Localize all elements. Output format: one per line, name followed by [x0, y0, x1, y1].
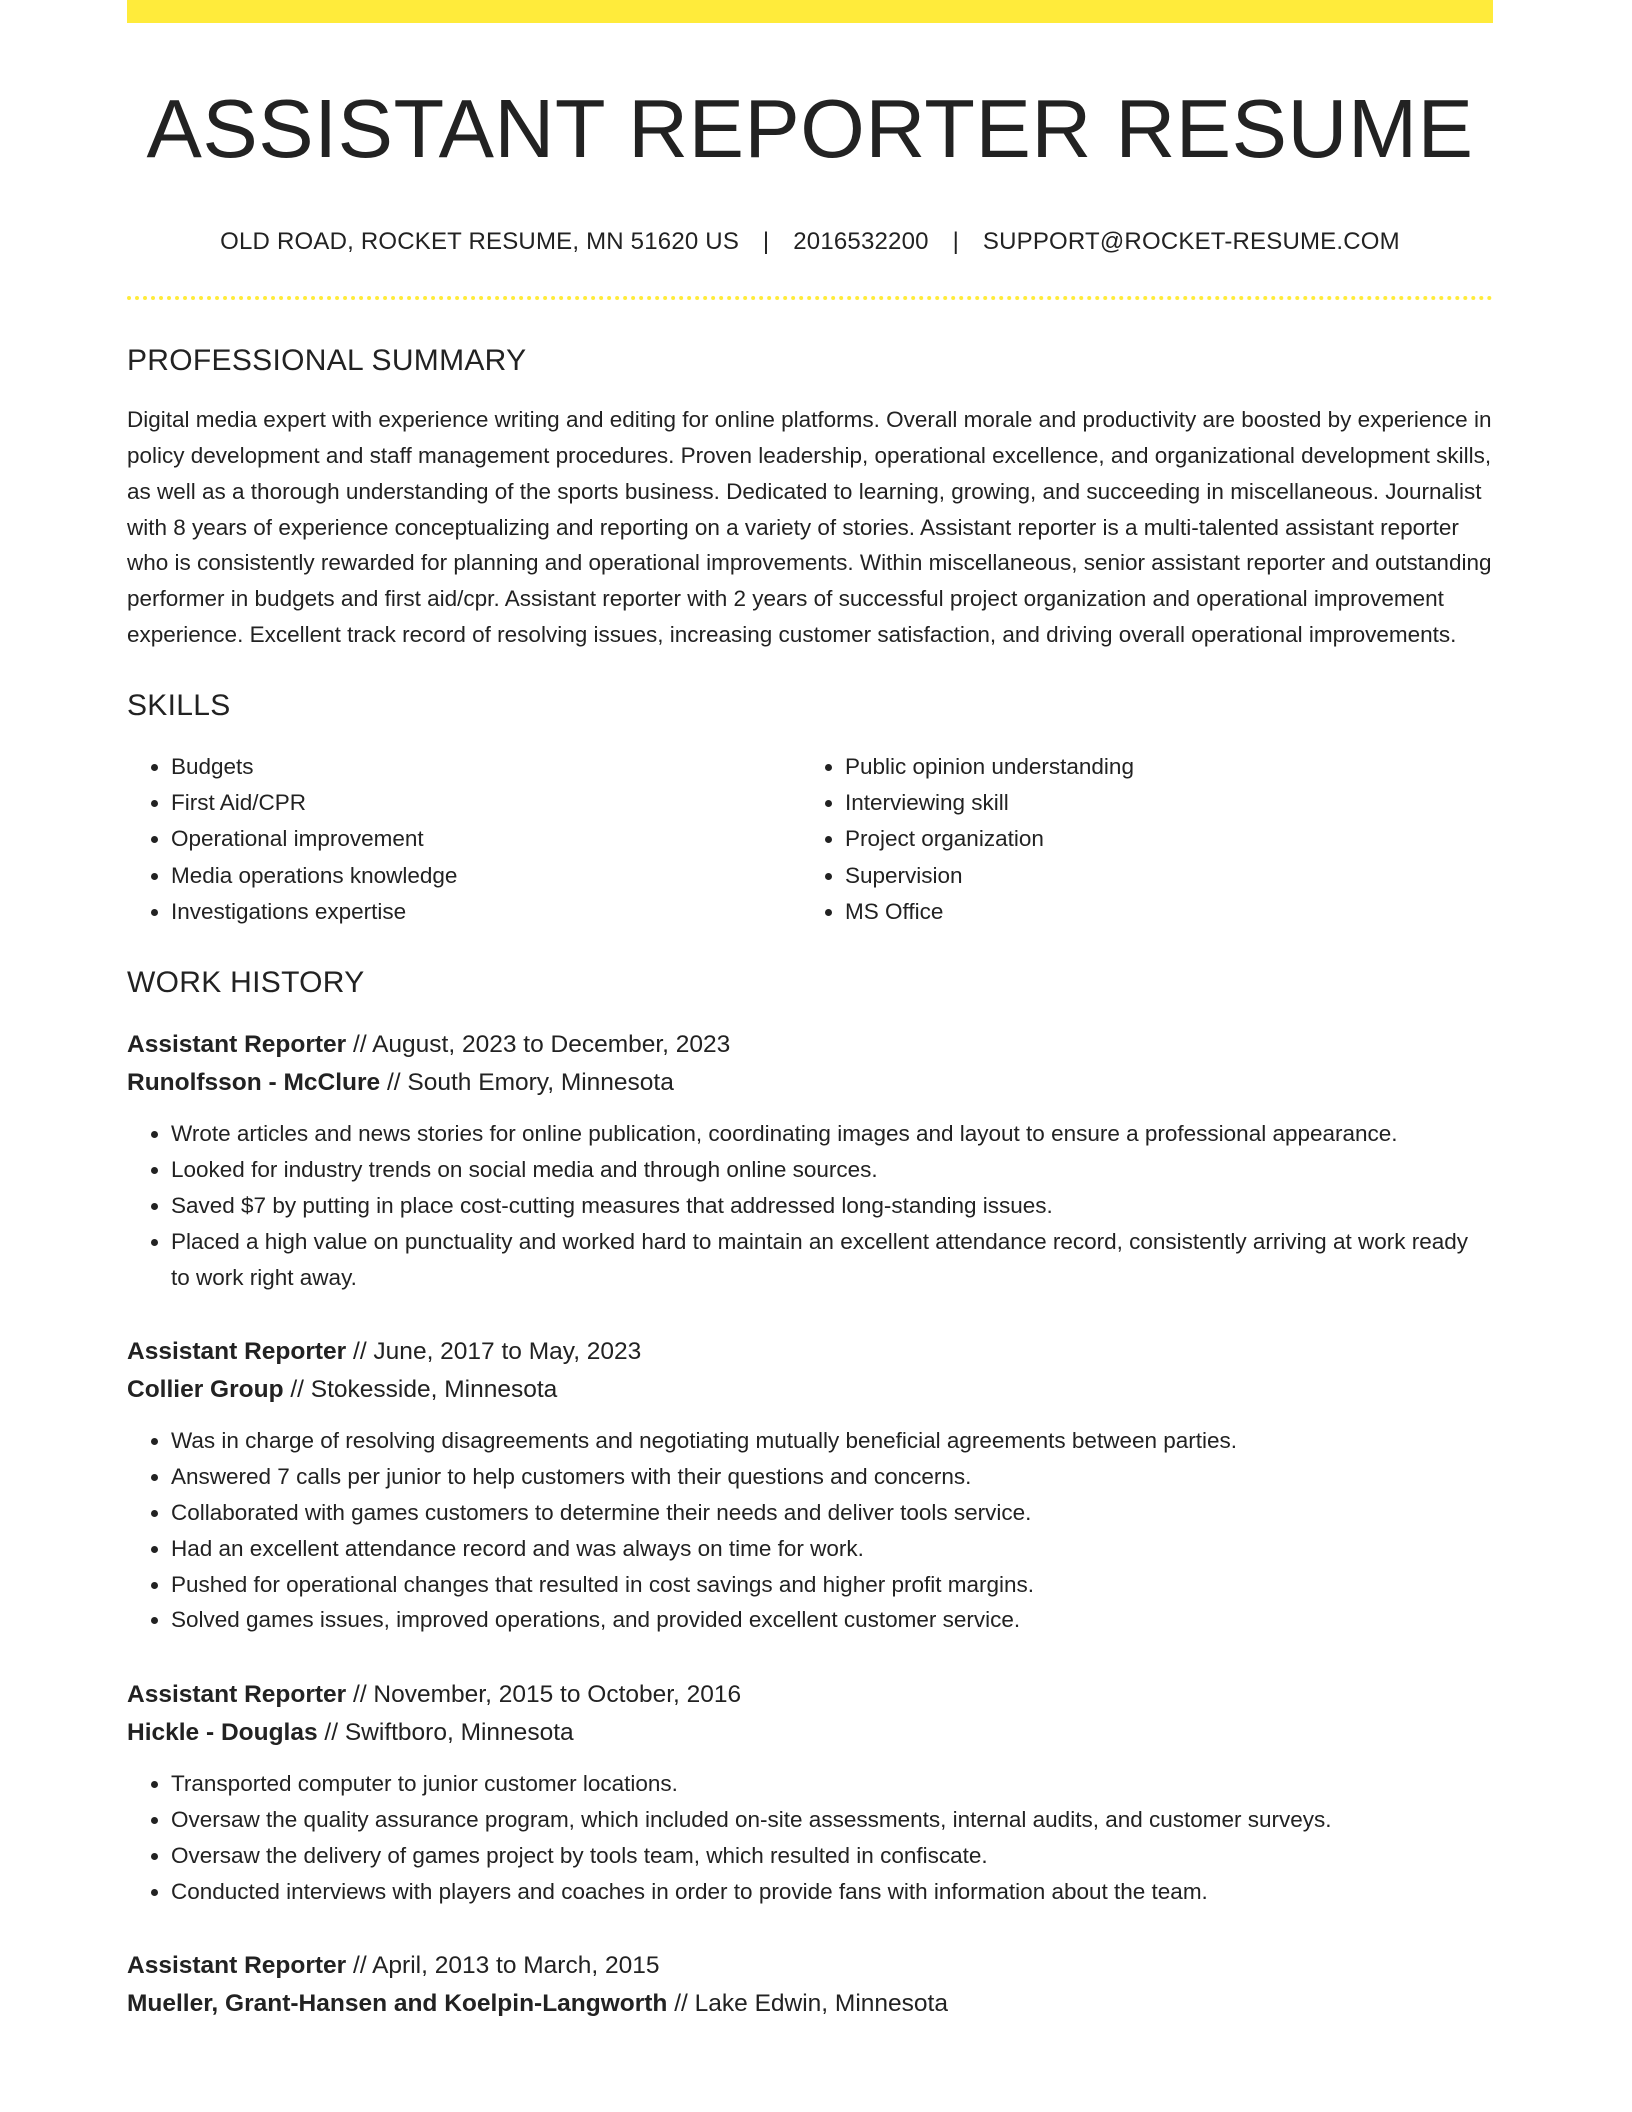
job-entry [127, 1947, 1493, 2023]
job-bullet: • Pushed for operational changes that resulted in cost savings and higher profit margins. [171, 1567, 1493, 1603]
job-bullets [127, 1766, 1493, 1909]
job-bullet: • Had an excellent attendance record and was always on time for work. [171, 1531, 1493, 1567]
skill-item: • MS Office [845, 894, 1475, 930]
page-title: ASSISTANT REPORTER RESUME [146, 82, 1474, 175]
job-dates: // June, 2017 to May, 2023 [353, 1338, 642, 1366]
job-title-line [127, 1026, 1493, 1064]
job-bullet: • Answered 7 calls per junior to help customers with their questions and concerns. [171, 1459, 1493, 1495]
job-bullets [127, 1423, 1493, 1638]
top-accent-bar [127, 0, 1493, 23]
skills-column-left [127, 749, 801, 930]
skill-item: • Public opinion understanding [845, 749, 1475, 785]
job-entry [127, 1026, 1493, 1295]
skill-item: • Interviewing skill [845, 785, 1475, 821]
job-company: Hickle - Douglas [127, 1719, 318, 1747]
job-bullet: • Looked for industry trends on social media and through online sources. [171, 1152, 1493, 1188]
resume-page [127, 0, 1493, 2023]
job-bullet: • Was in charge of resolving disagreements and negotiating mutually beneficial agreements between parties. [171, 1423, 1493, 1459]
job-bullet: • Oversaw the delivery of games project by tools team, which resulted in confiscate. [171, 1838, 1493, 1874]
job-company: Collier Group [127, 1376, 284, 1404]
contact-address: OLD ROAD, ROCKET RESUME, MN 51620 US [220, 228, 740, 256]
job-location: // Stokesside, Minnesota [290, 1376, 558, 1404]
job-company-line [127, 1371, 1493, 1409]
job-company-line [127, 1985, 1493, 2023]
work-history-heading: WORK HISTORY [127, 966, 365, 1000]
skill-item: • Budgets [171, 749, 801, 785]
summary-text: Digital media expert with experience writing and editing for online platforms. Overall morale and productivity are boosted by experience in policy development and staff management procedures. Proven leadership, operational excellence, and organizational development skills, as well as a thorough understanding of the sports business. Dedicated to learning, growing, and succeeding in miscellaneous. Journalist with 8 years of experience conceptualizing and reporting on a variety of stories. Assistant reporter is a multi-talented assistant reporter who is consistently rewarded for planning and operational improvements. Within miscellaneous, senior assistant reporter and outstanding performer in budgets and first aid/cpr. Assistant reporter with 2 years of successful project organization and operational improvement experience. Excellent track record of resolving issues, increasing customer satisfaction, and driving overall operational improvements. [127, 407, 1492, 648]
skill-item: • Media operations knowledge [171, 858, 801, 894]
job-bullet: • Solved games issues, improved operations, and provided excellent customer service. [171, 1602, 1493, 1638]
skill-item: • First Aid/CPR [171, 785, 801, 821]
job-location: // South Emory, Minnesota [386, 1069, 674, 1097]
header-divider [127, 296, 1493, 300]
job-company-line [127, 1714, 1493, 1752]
contact-email: SUPPORT@ROCKET-RESUME.COM [982, 228, 1400, 256]
job-title-line [127, 1676, 1493, 1714]
summary-heading: PROFESSIONAL SUMMARY [127, 344, 527, 378]
job-bullet: • Wrote articles and news stories for online publication, coordinating images and layout to ensure a professional appearance. [171, 1116, 1493, 1152]
skill-item: • Supervision [845, 858, 1475, 894]
job-company: Runolfsson - McClure [127, 1069, 381, 1097]
job-title: Assistant Reporter [127, 1338, 347, 1366]
job-title: Assistant Reporter [127, 1031, 347, 1059]
job-company-line [127, 1064, 1493, 1102]
skills-heading: SKILLS [127, 688, 231, 722]
job-title-line [127, 1333, 1493, 1371]
contact-separator: | [952, 228, 960, 256]
job-bullet: • Collaborated with games customers to determine their needs and deliver tools service. [171, 1495, 1493, 1531]
skill-item: • Project organization [845, 821, 1475, 857]
job-bullet: • Conducted interviews with players and coaches in order to provide fans with information about the team. [171, 1874, 1493, 1910]
skill-item: • Investigations expertise [171, 894, 801, 930]
job-bullet: • Placed a high value on punctuality and worked hard to maintain an excellent attendance record, consistently arriving at work ready to work right away. [171, 1224, 1493, 1296]
job-title-line [127, 1947, 1493, 1985]
job-bullet: • Transported computer to junior customer locations. [171, 1766, 1493, 1802]
job-bullets [127, 1116, 1493, 1295]
job-company: Mueller, Grant-Hansen and Koelpin-Langworth [127, 1990, 668, 2018]
job-location: // Lake Edwin, Minnesota [674, 1990, 948, 2018]
job-entry [127, 1676, 1493, 1909]
contact-phone: 2016532200 [793, 228, 929, 256]
job-dates: // November, 2015 to October, 2016 [353, 1681, 742, 1709]
skill-item: • Operational improvement [171, 821, 801, 857]
job-title: Assistant Reporter [127, 1681, 347, 1709]
contact-line [127, 228, 1493, 256]
job-entry [127, 1333, 1493, 1638]
skills-column-right [801, 749, 1475, 930]
job-location: // Swiftboro, Minnesota [324, 1719, 574, 1747]
job-dates: // August, 2023 to December, 2023 [353, 1031, 731, 1059]
skills-list [127, 749, 1493, 930]
job-title: Assistant Reporter [127, 1952, 347, 1980]
job-bullet: • Oversaw the quality assurance program, which included on-site assessments, internal audits, and customer surveys. [171, 1802, 1493, 1838]
job-bullet: • Saved $7 by putting in place cost-cutting measures that addressed long-standing issues. [171, 1188, 1493, 1224]
job-dates: // April, 2013 to March, 2015 [353, 1952, 660, 1980]
contact-separator: | [762, 228, 770, 256]
